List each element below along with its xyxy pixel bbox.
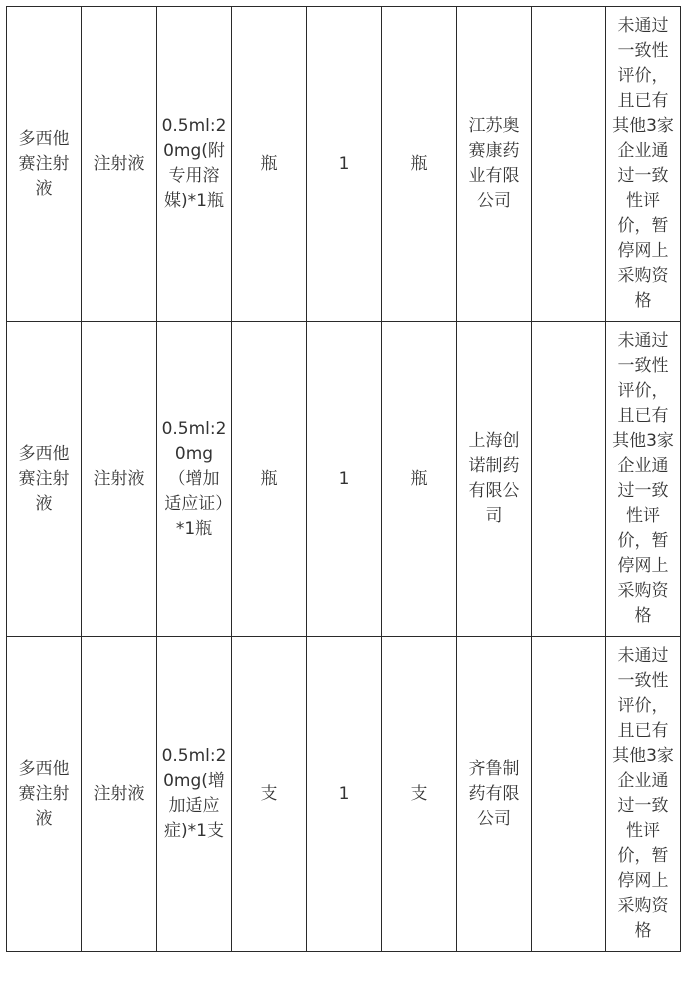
status-cell: 未通过一致性评价，且已有其他3家企业通过一致性评价，暂停网上采购资格 (606, 7, 681, 322)
note-cell (532, 637, 606, 952)
unit-cell: 支 (232, 637, 307, 952)
manufacturer-cell: 江苏奥赛康药业有限公司 (457, 7, 532, 322)
specification-cell: 0.5ml:20mg(附专用溶媒)*1瓶 (157, 7, 232, 322)
dosage-form-cell: 注射液 (82, 7, 157, 322)
manufacturer-cell: 齐鲁制药有限公司 (457, 637, 532, 952)
table-row (7, 7, 681, 322)
dosage-form-cell: 注射液 (82, 322, 157, 637)
table-row (7, 322, 681, 637)
pack-unit-cell: 支 (382, 637, 457, 952)
table-row (7, 637, 681, 952)
quantity-cell: 1 (307, 7, 382, 322)
drug-name-cell: 多西他赛注射液 (7, 637, 82, 952)
specification-cell: 0.5ml:20mg（增加适应证）*1瓶 (157, 322, 232, 637)
drug-procurement-table (6, 6, 681, 952)
manufacturer-cell: 上海创诺制药有限公司 (457, 322, 532, 637)
dosage-form-cell: 注射液 (82, 637, 157, 952)
quantity-cell: 1 (307, 637, 382, 952)
note-cell (532, 7, 606, 322)
status-cell: 未通过一致性评价，且已有其他3家企业通过一致性评价，暂停网上采购资格 (606, 322, 681, 637)
status-cell: 未通过一致性评价，且已有其他3家企业通过一致性评价，暂停网上采购资格 (606, 637, 681, 952)
unit-cell: 瓶 (232, 322, 307, 637)
pack-unit-cell: 瓶 (382, 322, 457, 637)
drug-name-cell: 多西他赛注射液 (7, 322, 82, 637)
unit-cell: 瓶 (232, 7, 307, 322)
quantity-cell: 1 (307, 322, 382, 637)
specification-cell: 0.5ml:20mg(增加适应症)*1支 (157, 637, 232, 952)
drug-name-cell: 多西他赛注射液 (7, 7, 82, 322)
note-cell (532, 322, 606, 637)
pack-unit-cell: 瓶 (382, 7, 457, 322)
